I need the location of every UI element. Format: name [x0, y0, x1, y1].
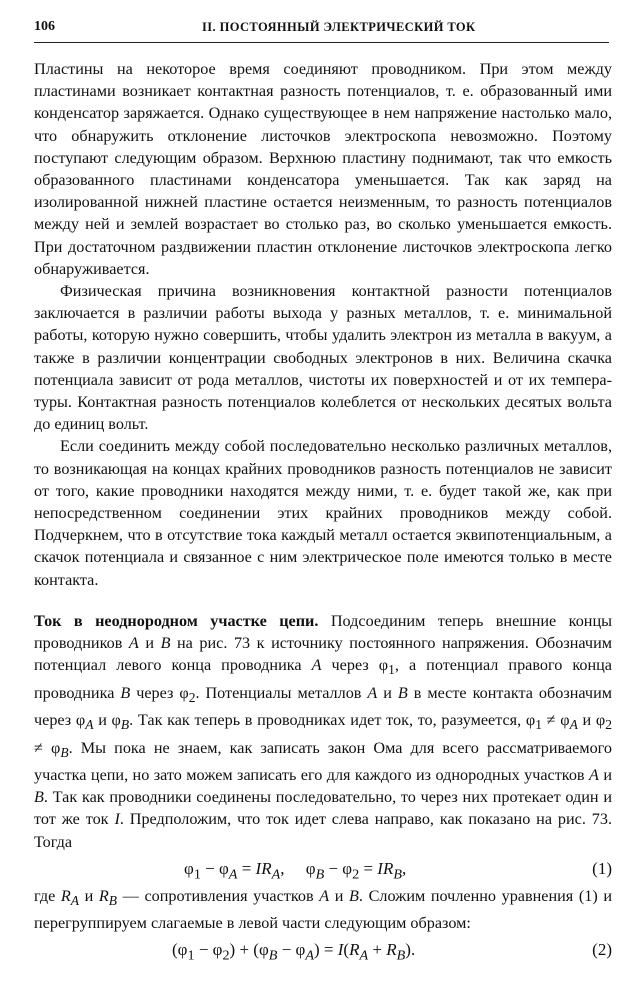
equation-1-number: (1): [592, 858, 612, 878]
page-number: 106: [34, 19, 55, 34]
equation-2: [34, 936, 612, 964]
paragraph-physical-cause: Физическая причина возникновения контактной разности потенциалов заключается в различии работы выхода у разных металлов, т. е. минимальной работы, которую нужно совершить, чтобы удалить электрон из металла в вакуум, а также в различии концентрации свободных электронов в них. Величина скачка потенциала зависит от рода металлов, чистоты их поверхностей и от их температуры. Контактная разность потенциалов колеблется от нескольких десятых вольта до единиц вольт.: [34, 282, 612, 434]
running-title: II. ПОСТОЯННЫЙ ЭЛЕКТРИЧЕСКИЙ ТОК: [202, 20, 476, 34]
running-head: [34, 19, 609, 41]
paragraph-series-metals: Если соединить между собой последовательно несколько различных металлов, то возникающая на концах крайних проводников разность потенциалов не зависит от того, какие проводники находятся между ними, т. е. будет такой же, как при непосредственном соединении этих крайних проводников между собой. Подчеркнем, что в отсутствие тока каждый металл остается эквипотенциальным, а скачок потенциала и связанное с ним электрическое поле имеются только в месте контакта.: [34, 437, 612, 589]
section-run-in-heading: Ток в неоднородном участке цепи.: [34, 611, 319, 630]
body-text: [34, 58, 612, 966]
paragraph-nonuniform-section: Ток в неоднородном участке цепи. Подсоединим теперь внешние концы проводников A и B на рис. 73 к источнику постоянного напряжения. Обозначим потенциал левого конца проводника A через $\varphi_1$, а потенциал правого конца проводника B через $\varphi_2$. Потенциалы металлов A и B в месте контакта обозначим через $\varphi_A$ и $\varphi_B$. Так как теперь в проводниках идет ток, то, разумеется, $\varphi_1 \ne \varphi_A$ и $\varphi_2 \ne \varphi_B$. Мы пока не знаем, как записать закон Ома для всего рассматриваемого участка цепи, но зато можем записать его для каждого из однородных участков A и B. Так как проводники соединены последовательно, то через них протекает один и тот же ток I. Предположим, что ток идет слева направо, как показано на рис. 73. Тогда: [34, 611, 612, 851]
equation-2-number: (2): [592, 940, 612, 960]
equation-1: [34, 855, 612, 883]
header-rule: [34, 42, 609, 43]
paragraph-plates: Пластины на некоторое время соединяют проводником. При этом между пластинами возникает контактная разность потенциалов, т. е. образованный ими конденсатор заряжается. Однако существующее в нем напряжение настолько мало, что обнаружить отклонение листочков электроскопа невозможно. Поэтому поступают следующим образом. Верхнюю пластину поднимают, так что емкость образованного пластинами конденсатора уменьшается. Так как заряд на изолированной нижней пластине остается неизменным, то разность потенциалов между ней и землей возрастает во столько раз, во сколько уменьшается емкость. При достаточном раздвижении пластин отклонение листочков электроскопа легко обнаруживается.: [34, 60, 612, 278]
equation-2-expression: $(\varphi_1 - \varphi_2) + (\varphi_B - \varphi_A) = I(R_A + R_B)$.: [172, 940, 416, 964]
equation-1-expression: $\varphi_1 - \varphi_A = IR_A$, $\varphi_B - \varphi_2 = IR_B$,: [184, 858, 407, 883]
paragraph-where: где $R_A$ и $R_B$ — сопротивления участков A и B. Сложим почленно уравнения (1) и перегруппируем слагаемые в левой части следующим образом:: [34, 886, 612, 933]
